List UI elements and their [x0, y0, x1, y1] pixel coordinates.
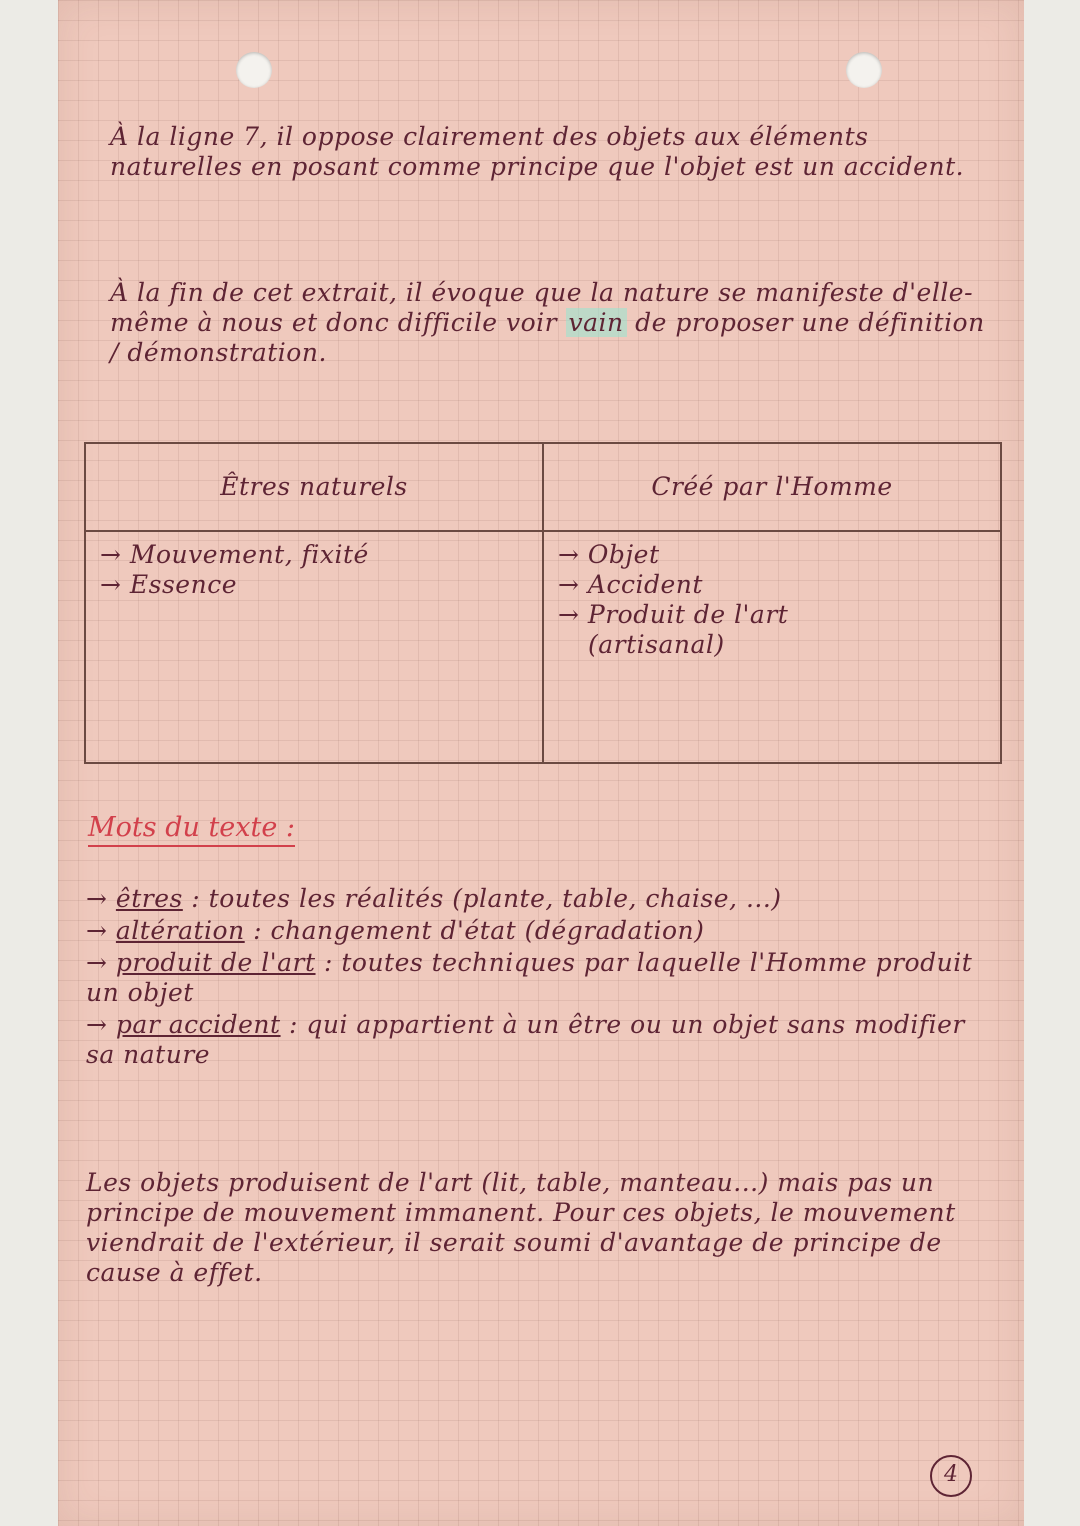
- page-number: 4: [930, 1455, 972, 1497]
- table-header-natural: Êtres naturels: [85, 443, 543, 531]
- list-item: → Mouvement, fixité: [100, 540, 369, 569]
- definition-text: : qui appartient à un être ou un objet sans modifier sa nature: [86, 1010, 965, 1069]
- paragraph-line-7: À la ligne 7, il oppose clairement des objets aux éléments naturelles en posant comme principe que l'objet est un accident.: [110, 122, 965, 181]
- definition-text: : toutes techniques par laquelle l'Homme produit un objet: [86, 948, 973, 1007]
- list-item: → Objet: [558, 540, 660, 569]
- definition-item: [86, 884, 996, 914]
- punch-hole-right: [846, 52, 882, 88]
- definition-term: produit de l'art: [115, 948, 316, 977]
- paragraph-text-end: de proposer une définition / démonstration.: [110, 308, 985, 367]
- definition-item: [86, 916, 996, 946]
- table-cell-human-made: [543, 531, 1001, 763]
- arrow-icon: →: [86, 884, 108, 913]
- arrow-icon: →: [86, 1010, 108, 1039]
- highlighted-word: vain: [566, 308, 627, 337]
- definition-text: : changement d'état (dégradation): [244, 916, 705, 945]
- table-cell-natural: [85, 531, 543, 763]
- paragraph-text-start: À la fin de cet extrait, il évoque que la nature se manifeste d'elle-même à nous et donc difficile voir: [110, 278, 974, 337]
- paragraph-end-extract: [110, 278, 990, 368]
- table-header-row: [85, 443, 1001, 531]
- punch-hole-left: [236, 52, 272, 88]
- arrow-icon: →: [86, 948, 108, 977]
- closing-paragraph: Les objets produisent de l'art (lit, table, manteau...) mais pas un principe de mouvement immanent. Pour ces objets, le mouvement viendrait de l'extérieur, il serait soumi d'avantage de principe de cause à effet.: [86, 1168, 956, 1287]
- list-item: → Accident: [558, 570, 703, 599]
- definition-item: [86, 1010, 996, 1070]
- definition-item: [86, 948, 996, 1008]
- section-heading: Mots du texte :: [88, 812, 295, 847]
- list-item: → Produit de l'art: [558, 600, 789, 629]
- definition-term: êtres: [115, 884, 183, 913]
- table-header-human-made: Créé par l'Homme: [543, 443, 1001, 531]
- definition-text: : toutes les réalités (plante, table, chaise, ...): [182, 884, 782, 913]
- table-body-row: [85, 531, 1001, 763]
- definition-term: par accident: [115, 1010, 281, 1039]
- list-item: → Essence: [100, 570, 237, 599]
- comparison-table: [84, 442, 1002, 764]
- list-item: (artisanal): [588, 630, 725, 659]
- definition-list: [86, 884, 996, 1072]
- definition-term: altération: [115, 916, 245, 945]
- arrow-icon: →: [86, 916, 108, 945]
